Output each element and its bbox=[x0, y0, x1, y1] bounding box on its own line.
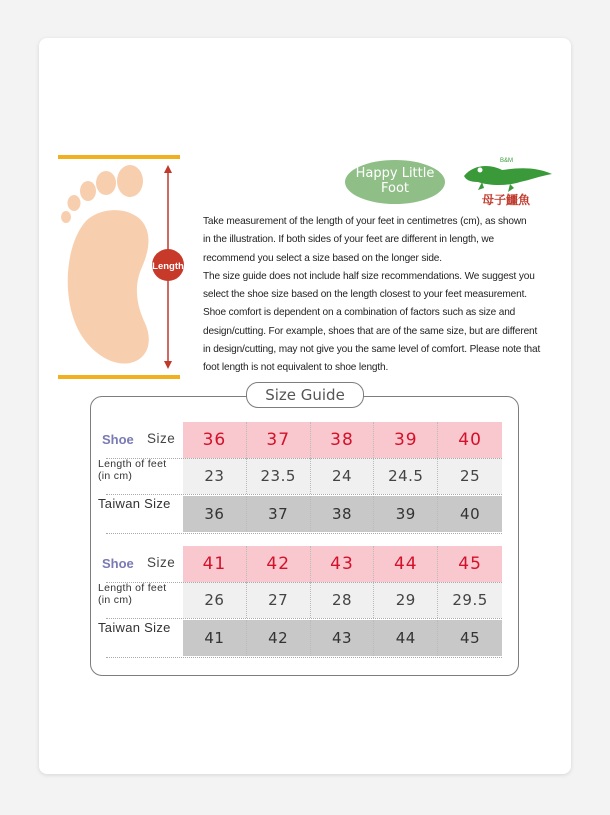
happy-little-foot-badge bbox=[344, 158, 446, 206]
length-label bbox=[98, 582, 182, 618]
length-label-line-1: Length of feet bbox=[98, 458, 167, 470]
taiwan-cell: 45 bbox=[460, 629, 481, 647]
instruction-line: foot length is not equivalent to shoe length. bbox=[203, 362, 389, 374]
taiwan-cell: 41 bbox=[183, 620, 247, 656]
measurement-instructions bbox=[203, 213, 559, 378]
taiwan-cell: 44 bbox=[374, 620, 438, 656]
instruction-line: in design/cutting, may not give you the same level of comfort. Please note that bbox=[203, 344, 541, 356]
instruction-line: select the shoe size based on the length closest to your feet measurement. bbox=[203, 289, 527, 301]
taiwan-size-label: Taiwan Size bbox=[98, 496, 171, 511]
instruction-line: recommend you select a size based on the longer side. bbox=[203, 252, 442, 264]
row-divider bbox=[106, 582, 502, 583]
length-cell: 29.5 bbox=[452, 591, 488, 609]
length-cell: 24.5 bbox=[374, 458, 438, 494]
logo-cn-text: 母子鱷魚 bbox=[482, 193, 531, 207]
length-cell: 24 bbox=[311, 458, 375, 494]
row-divider bbox=[106, 618, 502, 619]
crocodile-logo bbox=[460, 152, 556, 208]
instruction-line: Take measurement of the length of your feet in centimetres (cm), as shown bbox=[203, 216, 527, 227]
badge-text bbox=[344, 166, 446, 196]
taiwan-cell: 36 bbox=[183, 496, 247, 532]
size-cell: 40 bbox=[458, 430, 482, 450]
taiwan-cell: 40 bbox=[460, 505, 481, 523]
taiwan-size-label: Taiwan Size bbox=[98, 620, 171, 635]
length-label-line-2: (in cm) bbox=[98, 594, 133, 606]
foot-icon bbox=[61, 165, 149, 364]
row-label bbox=[98, 422, 182, 458]
taiwan-size-row bbox=[98, 496, 502, 532]
row-label bbox=[98, 546, 182, 582]
row-divider bbox=[106, 533, 502, 534]
shoe-size-row bbox=[98, 546, 502, 582]
instruction-line: in the illustration. If both sides of your feet are different in length, we bbox=[203, 234, 494, 246]
row-divider bbox=[106, 458, 502, 459]
length-label-line-2: (in cm) bbox=[98, 470, 133, 482]
size-cell: 43 bbox=[311, 546, 375, 582]
row-divider bbox=[106, 494, 502, 495]
bottom-measure-bar bbox=[58, 375, 180, 379]
shoe-label: Shoe bbox=[102, 432, 134, 447]
taiwan-cell: 37 bbox=[247, 496, 311, 532]
length-label bbox=[98, 458, 182, 494]
row-divider bbox=[106, 657, 502, 658]
length-cell: 26 bbox=[183, 582, 247, 618]
size-guide-title: Size Guide bbox=[246, 382, 364, 408]
instruction-line: design/cutting. For example, shoes that are of the same size, but are different bbox=[203, 325, 538, 337]
size-cell: 41 bbox=[183, 546, 247, 582]
size-cell: 44 bbox=[374, 546, 438, 582]
size-cell: 38 bbox=[311, 422, 375, 458]
foot-length-row bbox=[98, 458, 502, 494]
size-cell: 37 bbox=[247, 422, 311, 458]
size-cell: 36 bbox=[183, 422, 247, 458]
length-label: Length bbox=[152, 261, 184, 272]
size-cell: 39 bbox=[374, 422, 438, 458]
badge-line-1: Happy Little bbox=[355, 166, 435, 181]
badge-line-2: Foot bbox=[380, 181, 410, 196]
length-cell: 23.5 bbox=[247, 458, 311, 494]
taiwan-cell: 43 bbox=[311, 620, 375, 656]
length-cell: 25 bbox=[460, 467, 481, 485]
length-label-line-1: Length of feet bbox=[98, 582, 167, 594]
taiwan-cell: 42 bbox=[247, 620, 311, 656]
length-cell: 23 bbox=[183, 458, 247, 494]
length-cell: 28 bbox=[311, 582, 375, 618]
instruction-line: Shoe comfort is dependent on a combination of factors such as size and bbox=[203, 307, 516, 319]
foot-measurement-diagram bbox=[58, 153, 208, 383]
size-label: Size bbox=[147, 555, 176, 570]
crocodile-eye-icon bbox=[478, 168, 483, 173]
taiwan-cell: 38 bbox=[311, 496, 375, 532]
size-cell: 42 bbox=[247, 546, 311, 582]
size-cell: 45 bbox=[458, 554, 482, 574]
instruction-line: The size guide does not include half size recommendations. We suggest you bbox=[203, 270, 535, 282]
size-label: Size bbox=[147, 431, 176, 446]
top-measure-bar bbox=[58, 155, 180, 159]
length-cell: 29 bbox=[374, 582, 438, 618]
length-cell: 27 bbox=[247, 582, 311, 618]
crocodile-icon bbox=[464, 166, 552, 192]
foot-length-row bbox=[98, 582, 502, 618]
taiwan-size-row bbox=[98, 620, 502, 656]
logo-small-text: B&M bbox=[500, 158, 514, 164]
taiwan-cell: 39 bbox=[374, 496, 438, 532]
shoe-size-row bbox=[98, 422, 502, 458]
shoe-label: Shoe bbox=[102, 556, 134, 571]
